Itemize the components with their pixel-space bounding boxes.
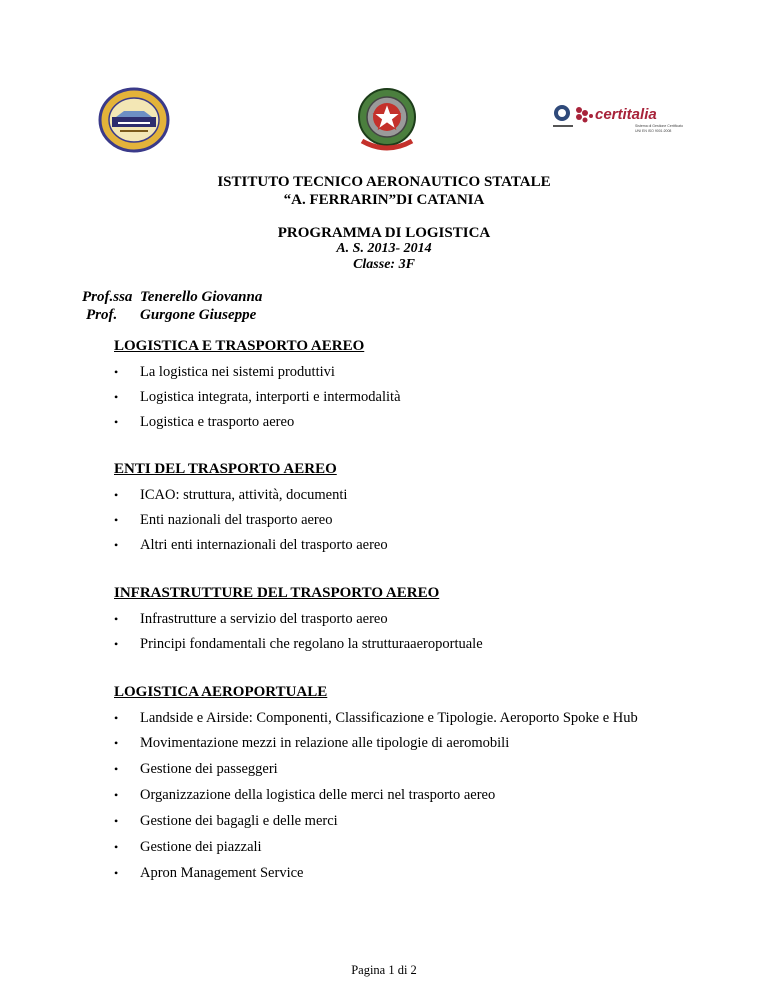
certitalia-brand-text: certitalia [595,106,657,123]
svg-text:UNI EN ISO 9001:2008: UNI EN ISO 9001:2008 [635,129,672,133]
bullet-icon: • [114,637,119,651]
bullet-icon: • [114,711,119,725]
school-name-line1: ISTITUTO TECNICO AERONAUTICO STATALE [217,174,551,190]
section-title-enti: ENTI DEL TRASPORTO AEREO [114,461,337,477]
list-item: • Infrastrutture a servizio del trasporto aereo [114,611,388,627]
list-item: • Apron Management Service [114,865,304,881]
bullet-icon: • [114,390,119,404]
italian-republic-emblem [352,83,422,155]
list-item: • Enti nazionali del trasporto aereo [114,512,333,528]
list-item: • ICAO: struttura, attività, documenti [114,487,348,503]
school-year: A. S. 2013- 2014 [336,241,432,256]
section-title-logistica-trasporto: LOGISTICA E TRASPORTO AEREO [114,338,365,354]
list-item: • Landside e Airside: Componenti, Classificazione e Tipologie. Aeroporto Spoke e Hub [114,710,638,726]
section-title-infrastrutture: INFRASTRUTTURE DEL TRASPORTO AEREO [114,585,440,601]
teacher-2-role: Prof. [86,307,118,323]
bullet-icon: • [114,415,119,429]
bullet-icon: • [114,736,119,750]
bullet-icon: • [114,788,119,802]
school-logo [98,87,170,153]
section-title-logistica-aeroportuale: LOGISTICA AEROPORTUALE [114,684,328,700]
list-item: • Logistica integrata, interporti e intermodalità [114,389,401,405]
school-name-line2: “A. FERRARIN”DI CATANIA [283,192,485,208]
bullet-icon: • [114,762,119,776]
teacher-1-role: Prof.ssa [82,289,133,305]
bullet-icon: • [114,365,119,379]
teacher-1-name: Tenerello Giovanna [140,289,263,305]
list-item: • Gestione dei passeggeri [114,761,278,777]
bullet-icon: • [114,814,119,828]
list-item: • Altri enti internazionali del trasporto aereo [114,537,388,553]
program-title: PROGRAMMA DI LOGISTICA [277,225,491,241]
list-item: • La logistica nei sistemi produttivi [114,364,335,380]
bullet-icon: • [114,538,119,552]
list-item: • Gestione dei bagagli e delle merci [114,813,338,829]
class-label: Classe: 3F [353,257,415,272]
teacher-2 [86,306,256,325]
list-item: • Logistica e trasporto aereo [114,414,295,430]
bullet-icon: • [114,488,119,502]
bullet-icon: • [114,866,119,880]
bullet-icon: • [114,513,119,527]
certitalia-logo [553,100,683,136]
page-number: Pagina 1 di 2 [351,963,417,977]
list-item: • Principi fondamentali che regolano la strutturaaeroportuale [114,636,483,652]
teacher-2-name: Gurgone Giuseppe [140,307,257,323]
list-item: • Organizzazione della logistica delle merci nel trasporto aereo [114,787,496,803]
teacher-1 [82,288,262,307]
bullet-icon: • [114,840,119,854]
bullet-icon: • [114,612,119,626]
list-item: • Movimentazione mezzi in relazione alle tipologie di aeromobili [114,735,510,751]
list-item: • Gestione dei piazzali [114,839,262,855]
svg-text:Sistema di Gestione Certificat: Sistema di Gestione Certificato [635,124,683,128]
